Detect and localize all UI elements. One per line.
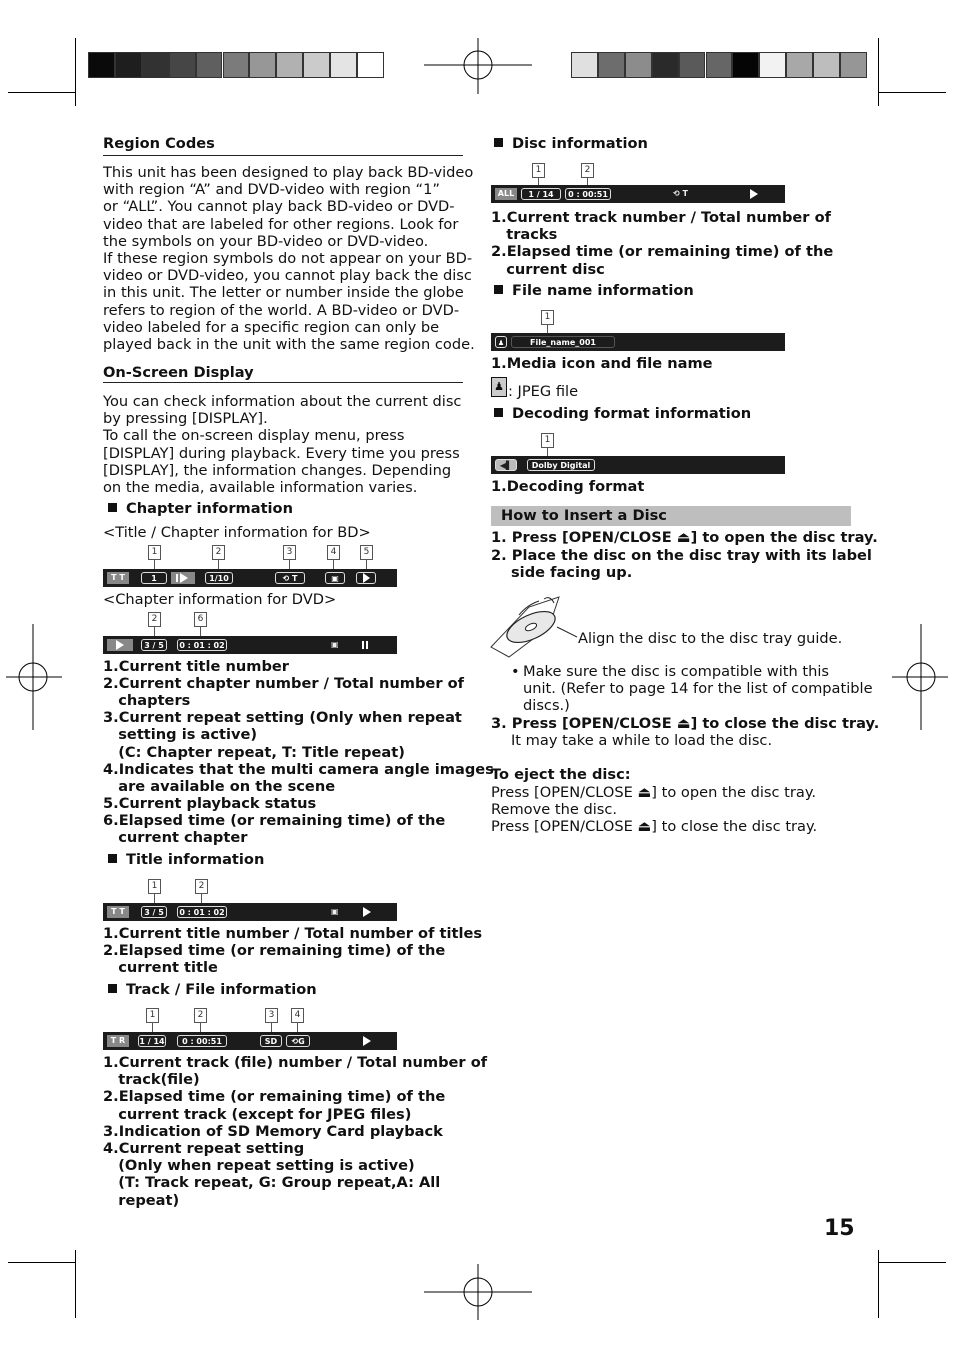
decode-osd-bar [491,456,785,474]
elapsed-time: 0 : 00:51 [565,188,611,200]
text-line: video or DVD-video, you cannot play back the disc [103,267,472,285]
eject-line-2: Remove the disc. [491,801,618,818]
callout-1: 1 [148,879,161,894]
text-line: video that are labeled for other regions. Look for [103,215,459,233]
file-osd-bar [491,333,785,351]
repeat-indicator: ⟲G [286,1035,310,1047]
text-line: 4.Current repeat setting [103,1140,305,1157]
callout-5: 5 [360,545,373,560]
sd-indicator: SD [260,1035,282,1047]
angle-icon: ▣ [331,907,339,916]
bullet-dot: • [511,663,520,680]
track-number: 1 / 14 [139,1037,165,1046]
text-line: video labeled for a specific region can only be [103,318,440,336]
callout-2: 2 [194,1008,207,1023]
disc-osd-bar [491,185,785,203]
callout-1: 1 [148,545,161,560]
color-swatch [223,52,250,78]
color-swatch [813,52,840,78]
step-3: 3. Press [OPEN/CLOSE ⏏] to close the disc tray. [491,715,880,732]
text-line: 3.Current repeat setting (Only when repeat [103,709,462,727]
callout-6: 6 [194,612,207,627]
color-swatch [330,52,357,78]
text-line: 1.Media icon and file name [491,355,713,372]
text-line: chapters [103,692,191,710]
chapter-number: 3 / 5 [141,639,167,651]
bd-osd-bar [103,569,397,587]
play-icon [363,1036,371,1046]
text-line: or “ALL”. You cannot play back BD-video or DVD- [103,198,455,216]
color-swatch [196,52,223,78]
text-line: [DISPLAY], the information changes. Depending [103,461,452,479]
play-icon [363,907,371,917]
color-swatch [706,52,733,78]
color-swatch [142,52,169,78]
jpeg-icon: ♟ [491,377,507,397]
title-tag: T T [107,572,129,584]
insert-disc-heading: How to Insert a Disc [501,507,667,524]
chapter-icon [107,639,133,651]
title-info-heading: Title information [108,851,264,869]
text-line: 2.Elapsed time (or remaining time) of the [103,942,446,960]
callout-1: 1 [146,1008,159,1023]
text-line: tracks [491,226,558,244]
play-icon [750,189,758,199]
callout-3: 3 [283,545,296,560]
bullet-line: discs.) [523,697,570,715]
text-line: track(file) [103,1071,200,1089]
step-3-note: It may take a while to load the disc. [511,732,773,749]
decoding-format-heading: Decoding format information [494,405,751,423]
text-line: This unit has been designed to play back BD-video [103,164,474,181]
step-2: 2. Place the disc on the disc tray with its label [491,547,872,564]
text-line: 1.Current title number [103,658,289,675]
text-line: played back in the unit with the same region code. [103,336,475,353]
registration-mark-bottom [424,1264,532,1320]
chapter-info-heading: Chapter information [108,500,293,518]
playback-status [356,572,376,584]
color-swatch [759,52,786,78]
track-number: 1 / 14 [521,188,561,200]
region-codes-heading: Region Codes [103,135,215,152]
text-line: 2.Elapsed time (or remaining time) of the [491,243,834,261]
title-number: 1 [141,572,167,584]
callout-4: 4 [291,1008,304,1023]
color-swatch [598,52,625,78]
heading-rule [103,155,463,156]
text-line: To call the on-screen display menu, press [103,427,405,445]
eject-icon: ⏏ [676,529,691,546]
text-line: refers to region of the world. A BD-video or DVD- [103,301,460,319]
callout-3: 3 [265,1008,278,1023]
color-swatch [169,52,196,78]
elapsed-time: 0 : 00:51 [177,1035,227,1047]
track-osd-bar [103,1032,397,1050]
step-1: 1. Press [OPEN/CLOSE ⏏] to open the disc tray. [491,529,878,546]
text-line: [DISPLAY] during playback. Every time you press [103,444,460,462]
color-swatch [249,52,276,78]
text-line: with region “A” and DVD-video with region “1” [103,181,440,199]
step-2-cont: side facing up. [511,564,633,581]
text-line: are available on the scene [103,777,336,795]
callout-4: 4 [327,545,340,560]
color-swatch [88,52,115,78]
text-line: 2.Current chapter number / Total number of [103,675,464,693]
file-name: File_name_001 [511,336,615,348]
text-line: by pressing [DISPLAY]. [103,410,268,428]
eject-line-3: Press [OPEN/CLOSE ⏏] to close the disc tray. [491,818,818,835]
callout-1: 1 [541,310,554,325]
text-line: 1.Current title number / Total number of titles [103,925,483,942]
eject-icon: ⏏ [637,818,652,835]
color-swatch [840,52,867,78]
text-line: 1.Current track number / Total number of [491,209,831,226]
media-icon: ♟ [495,336,507,348]
text-line: (Only when repeat setting is active) [103,1157,415,1175]
repeat-indicator: ⟲ T [673,189,688,198]
file-name-heading: File name information [494,282,694,300]
disc-info-heading: Disc information [494,135,648,153]
title-number: 3 / 5 [141,906,167,918]
title-osd-bar [103,903,397,921]
chapter-number: 1/10 [205,572,233,584]
disc-tray-illustration [489,587,579,662]
bd-caption: <Title / Chapter information for BD> [103,524,371,541]
eject-icon: ⏏ [676,715,691,732]
color-swatch [732,52,759,78]
text-line: 3.Indication of SD Memory Card playback [103,1122,443,1140]
track-info-heading: Track / File information [108,981,317,999]
bullet-line: unit. (Refer to page 14 for the list of compatible [523,680,873,698]
bullet-line: Make sure the disc is compatible with this [523,663,830,680]
registration-mark-left [6,624,62,730]
text-line: on the media, available information varies. [103,479,418,496]
text-line: in this unit. The letter or number inside the globe [103,284,464,302]
text-line: 1.Decoding format [491,478,645,495]
eject-heading: To eject the disc: [491,766,631,783]
text-line: 1.Current track (file) number / Total number of [103,1054,488,1071]
page-number: 15 [824,1216,855,1241]
registration-mark-right [892,624,948,730]
color-swatch [303,52,330,78]
dvd-caption: <Chapter information for DVD> [103,591,337,608]
color-swatch [786,52,813,78]
text-line: current disc [491,260,605,278]
eject-line-1: Press [OPEN/CLOSE ⏏] to open the disc tray. [491,784,817,801]
title-tag: T T [107,906,129,918]
registration-mark-top [424,38,532,94]
text-line: the symbols on your BD-video or DVD-video. [103,232,429,250]
color-swatch [571,52,598,78]
callout-2: 2 [212,545,225,560]
color-swatch [115,52,142,78]
text-line: (T: Track repeat, G: Group repeat,A: All [103,1174,441,1192]
text-line: repeat) [103,1191,180,1209]
text-line: 5.Current playback status [103,794,317,812]
text-line: current title [103,959,218,977]
text-line: If these region symbols do not appear on your BD- [103,250,473,267]
angle-icon: ▣ [331,640,339,649]
callout-1: 1 [541,433,554,448]
repeat-indicator: ⟲ T [275,572,305,584]
text-line: 4.Indicates that the multi camera angle images [103,760,494,778]
text-line: setting is active) [103,726,258,744]
color-swatch [276,52,303,78]
elapsed-time: 0 : 01 : 02 [177,906,227,918]
eject-icon: ⏏ [637,784,652,801]
text-line: (C: Chapter repeat, T: Title repeat) [103,743,405,761]
text-line: current chapter [103,829,248,846]
track-tag: T R [107,1035,129,1047]
text-line: current track (except for JPEG files) [103,1105,412,1123]
text-line: 2.Elapsed time (or remaining time) of the [103,1088,446,1106]
text-line: 6.Elapsed time (or remaining time) of the [103,811,446,829]
jpeg-label: : JPEG file [508,383,579,400]
text-line: You can check information about the current disc [103,393,462,410]
color-swatch [625,52,652,78]
color-swatch [357,52,384,78]
align-text: Align the disc to the disc tray guide. [578,630,843,647]
heading-rule [103,382,463,383]
color-swatch [652,52,679,78]
color-swatch [679,52,706,78]
chapter-icon [171,572,195,584]
elapsed-time: 0 : 01 : 02 [177,639,227,651]
callout-2: 2 [195,879,208,894]
callout-2: 2 [581,163,594,178]
on-screen-display-heading: On-Screen Display [103,364,254,381]
speaker-icon: ◀▌ [495,459,517,471]
dvd-osd-bar [103,636,397,654]
decoding-format: Dolby Digital [527,459,595,471]
callout-2: 2 [148,612,161,627]
angle-icon: ▣ [325,572,345,584]
all-tag: ALL [495,188,517,200]
callout-1: 1 [532,163,545,178]
